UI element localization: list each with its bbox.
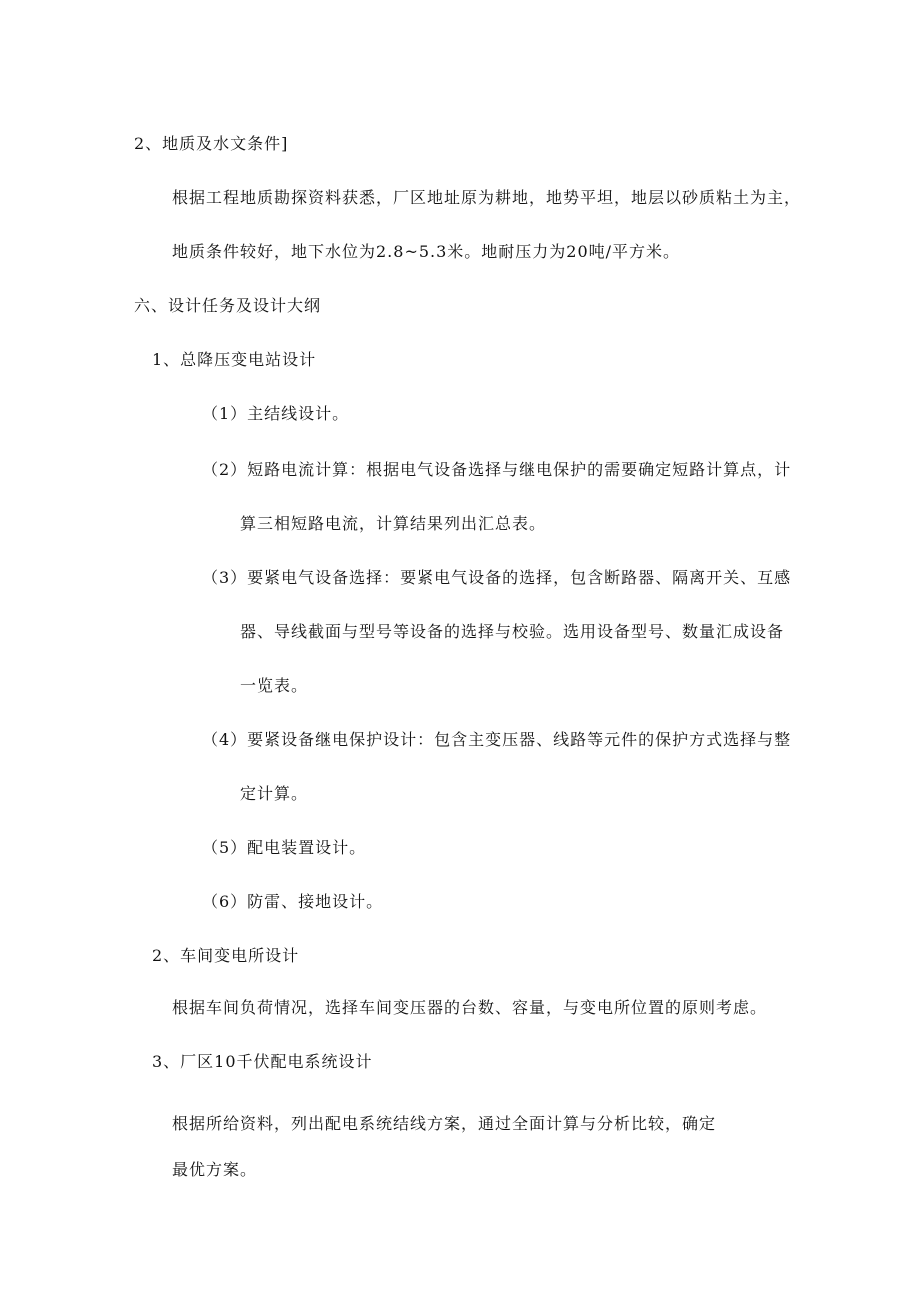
list-item-distribution-device: （5）配电装置设计。 xyxy=(202,838,367,857)
paragraph-line: 地质条件较好，地下水位为2.8~5.3米。地耐压力为20吨/平方米。 xyxy=(172,242,681,261)
paragraph-line: 根据车间负荷情况，选择车间变压器的台数、容量，与变电所位置的原则考虑。 xyxy=(172,998,768,1017)
paragraph-line: 根据所给资料，列出配电系统结线方案，通过全面计算与分析比较，确定 xyxy=(172,1114,717,1133)
list-item-continuation: 定计算。 xyxy=(240,784,309,803)
list-item-continuation: 算三相短路电流，计算结果列出汇总表。 xyxy=(240,514,547,533)
paragraph-line: 根据工程地质勘探资料获悉，厂区地址原为耕地，地势平坦，地层以砂质粘土为主， xyxy=(172,188,802,207)
list-item-relay-protection: （4）要紧设备继电保护设计：包含主变压器、线路等元件的保护方式选择与整 xyxy=(202,730,792,749)
section-heading-geology: 2、地质及水文条件] xyxy=(134,134,289,153)
list-item-short-circuit: （2）短路电流计算：根据电气设备选择与继电保护的需要确定短路计算点，计 xyxy=(202,460,792,479)
paragraph-line: 最优方案。 xyxy=(172,1160,258,1179)
list-item-continuation: 一览表。 xyxy=(240,676,309,695)
list-item-lightning-grounding: （6）防雷、接地设计。 xyxy=(202,892,384,911)
section-heading-design-tasks: 六、设计任务及设计大纲 xyxy=(134,296,322,315)
subsection-heading-substation: 1、总降压变电站设计 xyxy=(152,350,317,369)
list-item-equipment-selection: （3）要紧电气设备选择：要紧电气设备的选择，包含断路器、隔离开关、互感 xyxy=(202,568,792,587)
list-item-continuation: 器、导线截面与型号等设备的选择与校验。选用设备型号、数量汇成设备 xyxy=(240,622,785,641)
subsection-heading-workshop-substation: 2、车间变电所设计 xyxy=(152,946,300,965)
list-item-main-wiring: （1）主结线设计。 xyxy=(202,404,350,423)
subsection-heading-distribution-system: 3、厂区10千伏配电系统设计 xyxy=(152,1052,373,1071)
